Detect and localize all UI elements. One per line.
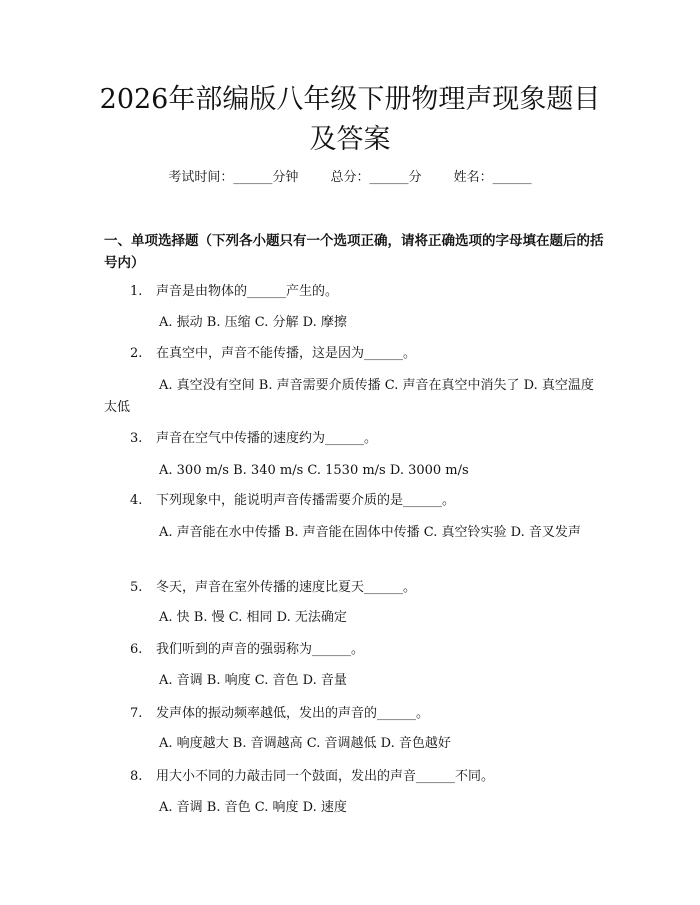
- question-stem: [104, 578, 596, 598]
- question-text: 用大小不同的力敲击同一个鼓面，发出的声音______不同。: [156, 769, 495, 784]
- question-options: A. 声音能在水中传播 B. 声音能在固体中传播 C. 真空铃实验 D. 音叉发声: [159, 525, 581, 540]
- exam-time: 考试时间：______分钟: [168, 170, 299, 185]
- question-options: A. 音调 B. 响度 C. 音色 D. 音量: [159, 673, 347, 688]
- exam-info-line: [0, 168, 700, 188]
- section-heading: 一、单项选择题（下列各小题只有一个选项正确，请将正确选项的字母填在题后的括号内）: [104, 233, 604, 271]
- question-text: 声音是由物体的______产生的。: [156, 284, 339, 299]
- question-number: 7.: [130, 706, 143, 721]
- question-stem: [104, 704, 596, 724]
- exam-name: 姓名：______: [453, 170, 532, 185]
- document-title: 2026年部编版八年级下册物理声现象题目及答案: [99, 84, 601, 155]
- question-text: 声音在空气中传播的速度约为______。: [156, 431, 378, 446]
- question-stem: [104, 767, 596, 787]
- question-stem: [104, 640, 596, 660]
- exam-total-score: 总分：______分: [330, 170, 422, 185]
- question-options: A. 快 B. 慢 C. 相同 D. 无法确定: [159, 610, 347, 625]
- question-text: 下列现象中，能说明声音传播需要介质的是______。: [156, 493, 456, 508]
- question-stem: [104, 491, 596, 511]
- question-stem: [104, 344, 596, 364]
- question-stem: [104, 282, 596, 302]
- question-text: 发声体的振动频率越低，发出的声音的______。: [156, 706, 430, 721]
- question-number: 4.: [130, 493, 143, 508]
- question-number: 6.: [130, 642, 143, 657]
- question-number: 5.: [130, 580, 143, 595]
- question-options: A. 振动 B. 压缩 C. 分解 D. 摩擦: [159, 315, 347, 330]
- question-options: A. 300 m/s B. 340 m/s C. 1530 m/s D. 3000 m/s: [159, 463, 469, 478]
- question-options: A. 音调 B. 音色 C. 响度 D. 速度: [159, 800, 347, 815]
- question-text: 冬天，声音在室外传播的速度比夏天______。: [156, 580, 417, 595]
- question-text: 在真空中，声音不能传播，这是因为______。: [156, 346, 417, 361]
- question-options: A. 响度越大 B. 音调越高 C. 音调越低 D. 音色越好: [159, 736, 451, 751]
- question-number: 1.: [130, 284, 143, 299]
- question-text: 我们听到的声音的强弱称为______。: [156, 642, 365, 657]
- question-stem: [104, 429, 596, 449]
- question-number: 3.: [130, 431, 143, 446]
- question-options: A. 真空没有空间 B. 声音需要介质传播 C. 声音在真空中消失了 D. 真空温度太低: [104, 378, 594, 415]
- question-number: 8.: [130, 769, 143, 784]
- question-number: 2.: [130, 346, 143, 361]
